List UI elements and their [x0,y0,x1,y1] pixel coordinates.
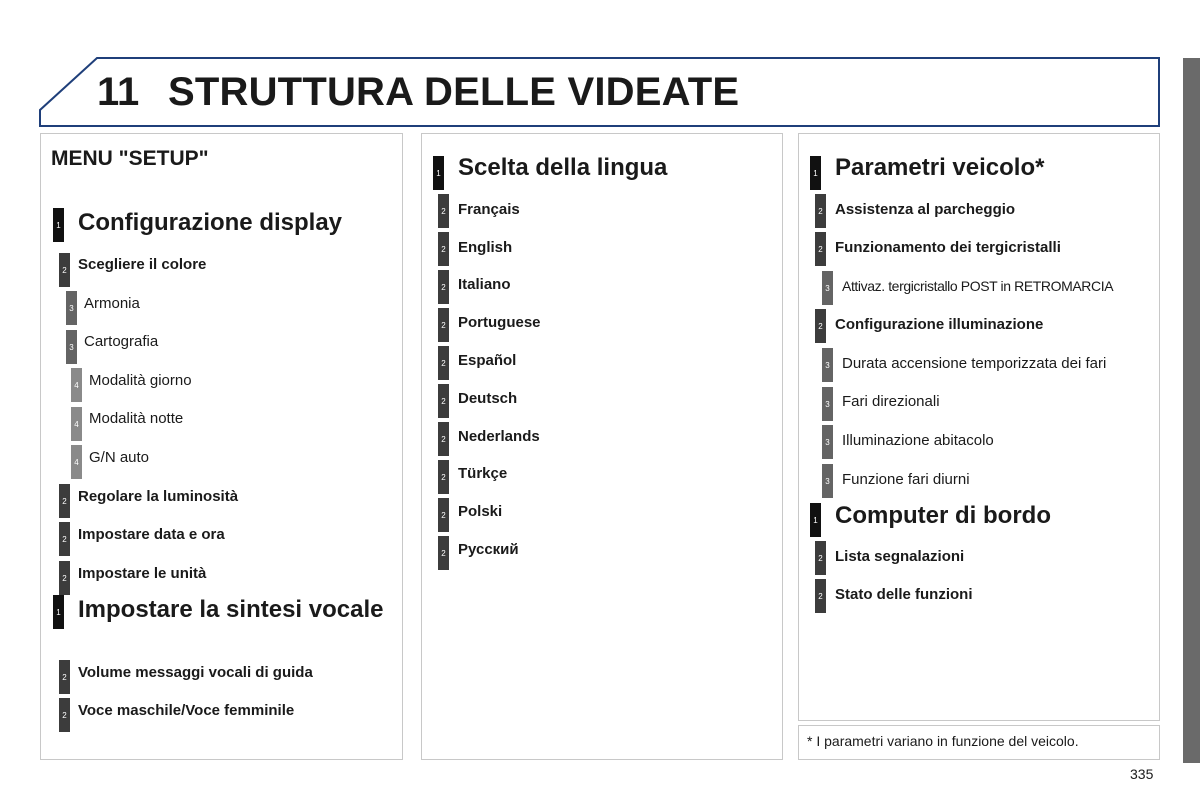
level-1-badge: 1 [53,208,64,242]
menu-item-level-2: Türkçe [458,465,508,482]
menu-item-level-2: Français [458,201,520,218]
level-3-badge: 3 [822,425,833,459]
level-2-badge: 2 [438,422,449,456]
level-1-badge: 1 [53,595,64,629]
menu-item-level-4: Modalità giorno [89,372,192,389]
menu-item-level-2: Lista segnalazioni [835,548,965,565]
menu-item-level-4: Modalità notte [89,410,184,427]
menu-item-level-2: Configurazione illuminazione [835,316,1044,333]
level-2-badge: 2 [438,460,449,494]
level-3-badge: 3 [66,291,77,325]
language-panel [421,133,783,760]
level-2-badge: 2 [438,308,449,342]
chapter-title: STRUTTURA DELLE VIDEATE [168,70,740,114]
menu-title: MENU "SETUP" [51,147,209,170]
level-1-badge: 1 [810,503,821,537]
level-4-badge: 4 [71,368,82,402]
menu-item-level-1: Impostare la sintesi vocale [78,596,384,623]
menu-item-level-2: Impostare data e ora [78,526,225,543]
menu-item-level-1: Computer di bordo [835,502,1051,529]
menu-item-level-2: Nederlands [458,428,540,445]
level-1-badge: 1 [810,156,821,190]
menu-item-level-3: Illuminazione abitacolo [842,432,994,449]
footnote-box [798,725,1160,760]
level-2-badge: 2 [438,232,449,266]
menu-item-level-2: Italiano [458,276,511,293]
menu-item-level-3: Funzione fari diurni [842,471,970,488]
menu-item-level-2: Volume messaggi vocali di guida [78,664,313,681]
level-2-badge: 2 [438,498,449,532]
menu-item-level-2: Scegliere il colore [78,256,207,273]
menu-setup-panel [40,133,403,760]
menu-item-level-2: Русский [458,541,519,558]
menu-item-level-2: Impostare le unità [78,565,207,582]
level-2-badge: 2 [438,270,449,304]
menu-item-level-2: Portuguese [458,314,541,331]
side-tab [1183,58,1200,763]
menu-item-level-1: Parametri veicolo* [835,154,1045,181]
menu-item-level-4: G/N auto [89,449,150,466]
menu-item-level-2: Polski [458,503,503,520]
level-2-badge: 2 [59,561,70,595]
level-2-badge: 2 [438,384,449,418]
level-2-badge: 2 [815,232,826,266]
menu-item-level-3: Fari direzionali [842,393,940,410]
menu-item-level-3: Armonia [84,295,140,312]
chapter-number: 11 [97,70,140,114]
menu-item-level-1: Scelta della lingua [458,154,668,181]
level-2-badge: 2 [59,253,70,287]
chapter-header [0,0,1200,130]
menu-item-level-2: Español [458,352,517,369]
level-2-badge: 2 [815,541,826,575]
level-2-badge: 2 [815,579,826,613]
level-2-badge: 2 [59,660,70,694]
level-2-badge: 2 [438,194,449,228]
vehicle-panel [798,133,1160,721]
menu-item-level-2: English [458,239,513,256]
level-2-badge: 2 [438,536,449,570]
menu-item-level-3: Attivaz. tergicristallo POST in RETROMARCIA [842,278,1114,294]
menu-item-level-2: Voce maschile/Voce femminile [78,702,295,719]
menu-item-level-2: Assistenza al parcheggio [835,201,1016,218]
level-3-badge: 3 [822,271,833,305]
menu-item-level-1: Configurazione display [78,209,343,236]
level-4-badge: 4 [71,445,82,479]
menu-item-level-3: Durata accensione temporizzata dei fari [842,355,1107,372]
level-2-badge: 2 [815,194,826,228]
level-4-badge: 4 [71,407,82,441]
menu-item-level-2: Regolare la luminosità [78,488,239,505]
menu-item-level-3: Cartografia [84,333,159,350]
menu-item-level-2: Deutsch [458,390,518,407]
level-2-badge: 2 [815,309,826,343]
level-3-badge: 3 [822,348,833,382]
level-2-badge: 2 [438,346,449,380]
page-number: 335 [1130,766,1154,782]
footnote: * I parametri variano in funzione del veicolo. [807,733,1079,749]
menu-item-level-2: Funzionamento dei tergicristalli [835,239,1061,256]
level-2-badge: 2 [59,522,70,556]
level-1-badge: 1 [433,156,444,190]
level-2-badge: 2 [59,698,70,732]
level-3-badge: 3 [822,387,833,421]
level-3-badge: 3 [66,330,77,364]
level-2-badge: 2 [59,484,70,518]
menu-item-level-2: Stato delle funzioni [835,586,973,603]
level-3-badge: 3 [822,464,833,498]
